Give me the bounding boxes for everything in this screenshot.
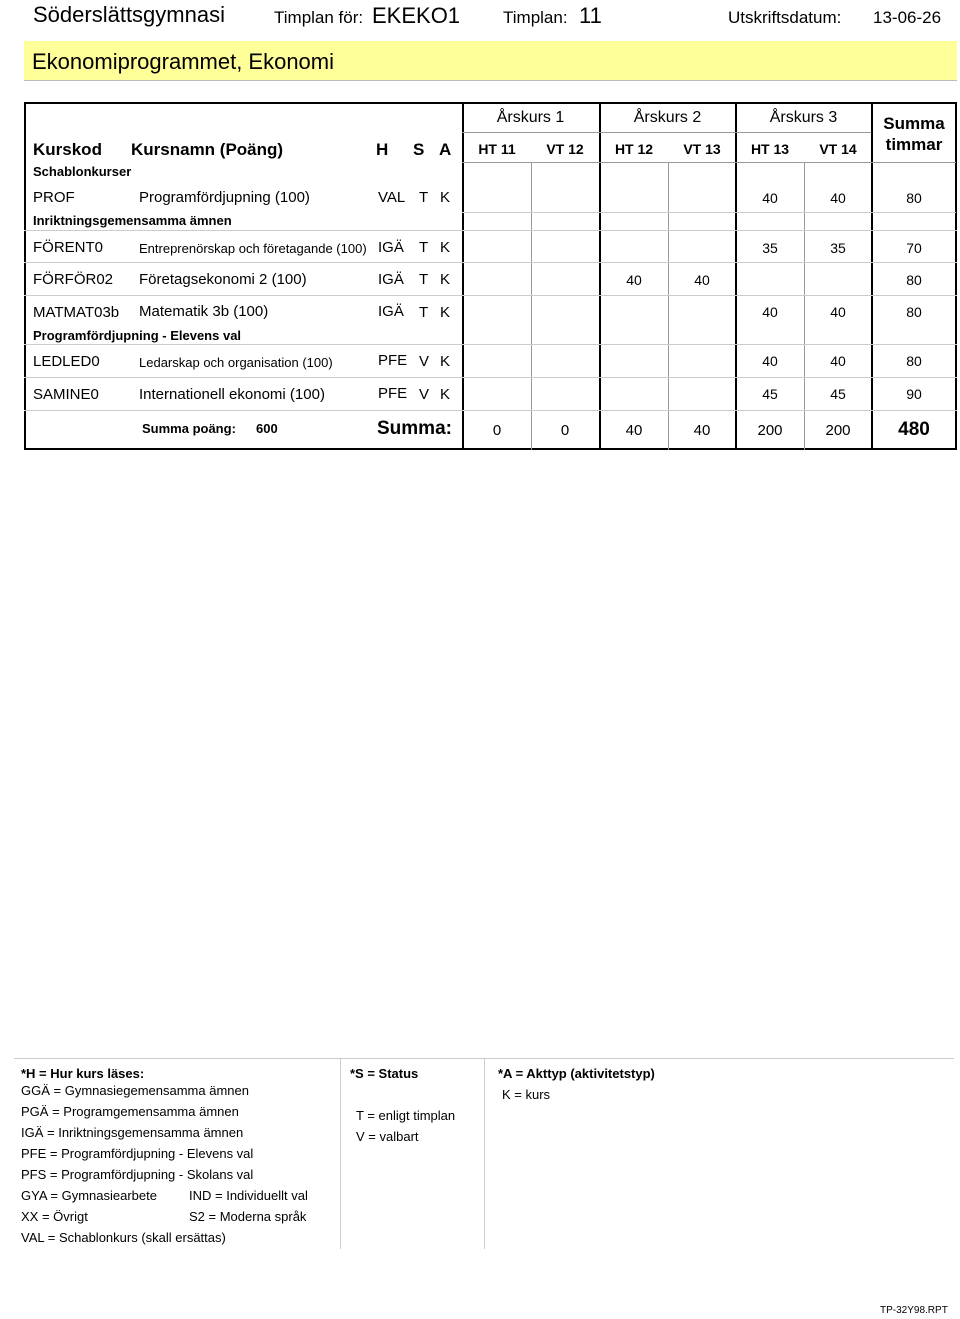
plan-label: Timplan:: [503, 8, 568, 27]
course-h: IGÄ: [378, 303, 404, 320]
legend-a: [484, 1058, 954, 1249]
legend-item: GYA = Gymnasiearbete: [21, 1188, 157, 1203]
col-header-name: Kursnamn (Poäng): [131, 140, 284, 159]
row-sum: 80: [906, 272, 922, 288]
course-s: V: [419, 386, 430, 403]
course-code: FÖRENT0: [33, 239, 104, 256]
course-h: PFE: [378, 352, 408, 369]
legend-item: S2 = Moderna språk: [189, 1209, 307, 1224]
course-code: FÖRFÖR02: [33, 271, 114, 288]
total-cell: 200: [825, 422, 851, 439]
legend-item: GGÄ = Gymnasiegemensamma ämnen: [21, 1083, 249, 1098]
row-sum: 70: [906, 240, 922, 256]
course-s: T: [419, 189, 429, 206]
section-programfordjupning: Programfördjupning - Elevens val: [33, 328, 242, 343]
col-header-code: Kurskod: [33, 140, 102, 159]
course-s: T: [419, 271, 429, 288]
plan-value: 11: [579, 3, 602, 28]
legend-item: V = valbart: [356, 1129, 419, 1144]
total-cell: 0: [492, 422, 502, 439]
legend-s-title: *S = Status: [350, 1066, 419, 1081]
legend-item: PFS = Programfördjupning - Skolans val: [21, 1167, 254, 1182]
report-code: TP-32Y98.RPT: [880, 1305, 948, 1316]
col-header-a: A: [439, 140, 452, 159]
hours-cell: 40: [626, 272, 642, 288]
plan-for-label: Timplan för:: [274, 8, 364, 27]
col-header-h: H: [376, 140, 389, 159]
hours-cell: 45: [762, 386, 778, 402]
legend-item: IND = Individuellt val: [189, 1188, 308, 1203]
hours-cell: 40: [762, 190, 778, 206]
legend-a-title: *A = Akttyp (aktivitetstyp): [498, 1066, 655, 1081]
grand-total: 480: [898, 419, 930, 440]
course-name: Internationell ekonomi (100): [139, 386, 325, 403]
total-points-label: Summa poäng:: [142, 421, 236, 436]
legend-h: [14, 1058, 341, 1249]
program-title: Ekonomiprogrammet, Ekonomi: [32, 49, 335, 74]
print-date-label: Utskriftsdatum:: [728, 8, 842, 27]
print-date-value: 13-06-26: [873, 8, 942, 27]
year-3-header: Årskurs 3: [769, 109, 838, 126]
section-inriktning: Inriktningsgemensamma ämnen: [33, 213, 232, 228]
course-name: Ledarskap och organisation (100): [139, 355, 333, 370]
course-a: K: [440, 271, 451, 288]
total-cell: 40: [625, 422, 643, 439]
course-a: K: [440, 304, 451, 321]
period-header: HT 12: [614, 141, 654, 157]
row-sum: 80: [906, 353, 922, 369]
legend-item: XX = Övrigt: [21, 1209, 88, 1224]
course-name: Programfördjupning (100): [139, 189, 310, 206]
sum-header-1: Summa: [883, 114, 945, 133]
col-header-s: S: [413, 140, 425, 159]
legend-item: VAL = Schablonkurs (skall ersättas): [21, 1230, 226, 1245]
course-name: Entreprenörskap och företagande (100): [139, 241, 367, 256]
period-header: VT 12: [546, 141, 584, 157]
hours-cell: 40: [694, 272, 710, 288]
course-h: VAL: [378, 189, 406, 206]
total-cell: 40: [693, 422, 711, 439]
legend-item: IGÄ = Inriktningsgemensamma ämnen: [21, 1125, 244, 1140]
row-sum: 90: [906, 386, 922, 402]
period-header: HT 11: [478, 141, 516, 157]
course-a: K: [440, 386, 451, 403]
plan-for-value: EKEKO1: [372, 3, 461, 28]
legend-item: T = enligt timplan: [356, 1108, 456, 1123]
course-code: LEDLED0: [33, 353, 100, 370]
hours-cell: 35: [830, 240, 846, 256]
total-points-value: 600: [256, 421, 278, 436]
program-banner: [24, 41, 957, 81]
total-label: Summa:: [377, 418, 452, 439]
course-name: Företagsekonomi 2 (100): [139, 271, 307, 288]
row-sum: 80: [906, 304, 922, 320]
school-name: Söderslättsgymnasi: [33, 2, 225, 27]
total-cell: 0: [560, 422, 570, 439]
course-h: PFE: [378, 385, 408, 402]
hours-cell: 40: [762, 304, 778, 320]
year-1-header: Årskurs 1: [496, 109, 565, 126]
hours-cell: 45: [830, 386, 846, 402]
course-a: K: [440, 353, 451, 370]
hours-cell: 40: [830, 190, 846, 206]
hours-cell: 40: [830, 304, 846, 320]
hours-cell: 35: [762, 240, 778, 256]
course-name: Matematik 3b (100): [139, 303, 269, 320]
hours-cell: 40: [762, 353, 778, 369]
total-cell: 200: [757, 422, 783, 439]
legend-s: [340, 1058, 485, 1249]
row-sum: 80: [906, 190, 922, 206]
course-a: K: [440, 239, 451, 256]
period-header: VT 13: [683, 141, 721, 157]
hours-cell: 40: [830, 353, 846, 369]
sum-header-2: timmar: [885, 135, 943, 154]
legend-item: PFE = Programfördjupning - Elevens val: [21, 1146, 254, 1161]
course-s: V: [419, 353, 430, 370]
legend-item: PGÄ = Programgemensamma ämnen: [21, 1104, 239, 1119]
course-code: PROF: [33, 189, 75, 206]
period-header: HT 13: [750, 141, 790, 157]
course-code: MATMAT03b: [33, 304, 120, 321]
course-code: SAMINE0: [33, 386, 99, 403]
course-s: T: [419, 239, 429, 256]
course-h: IGÄ: [378, 239, 404, 256]
year-2-header: Årskurs 2: [633, 109, 702, 126]
period-header: VT 14: [819, 141, 857, 157]
course-s: T: [419, 304, 429, 321]
section-schablon: Schablonkurser: [33, 164, 132, 179]
course-h: IGÄ: [378, 271, 404, 288]
legend-item: K = kurs: [502, 1087, 551, 1102]
course-a: K: [440, 189, 451, 206]
legend-h-title: *H = Hur kurs läses:: [21, 1066, 145, 1081]
